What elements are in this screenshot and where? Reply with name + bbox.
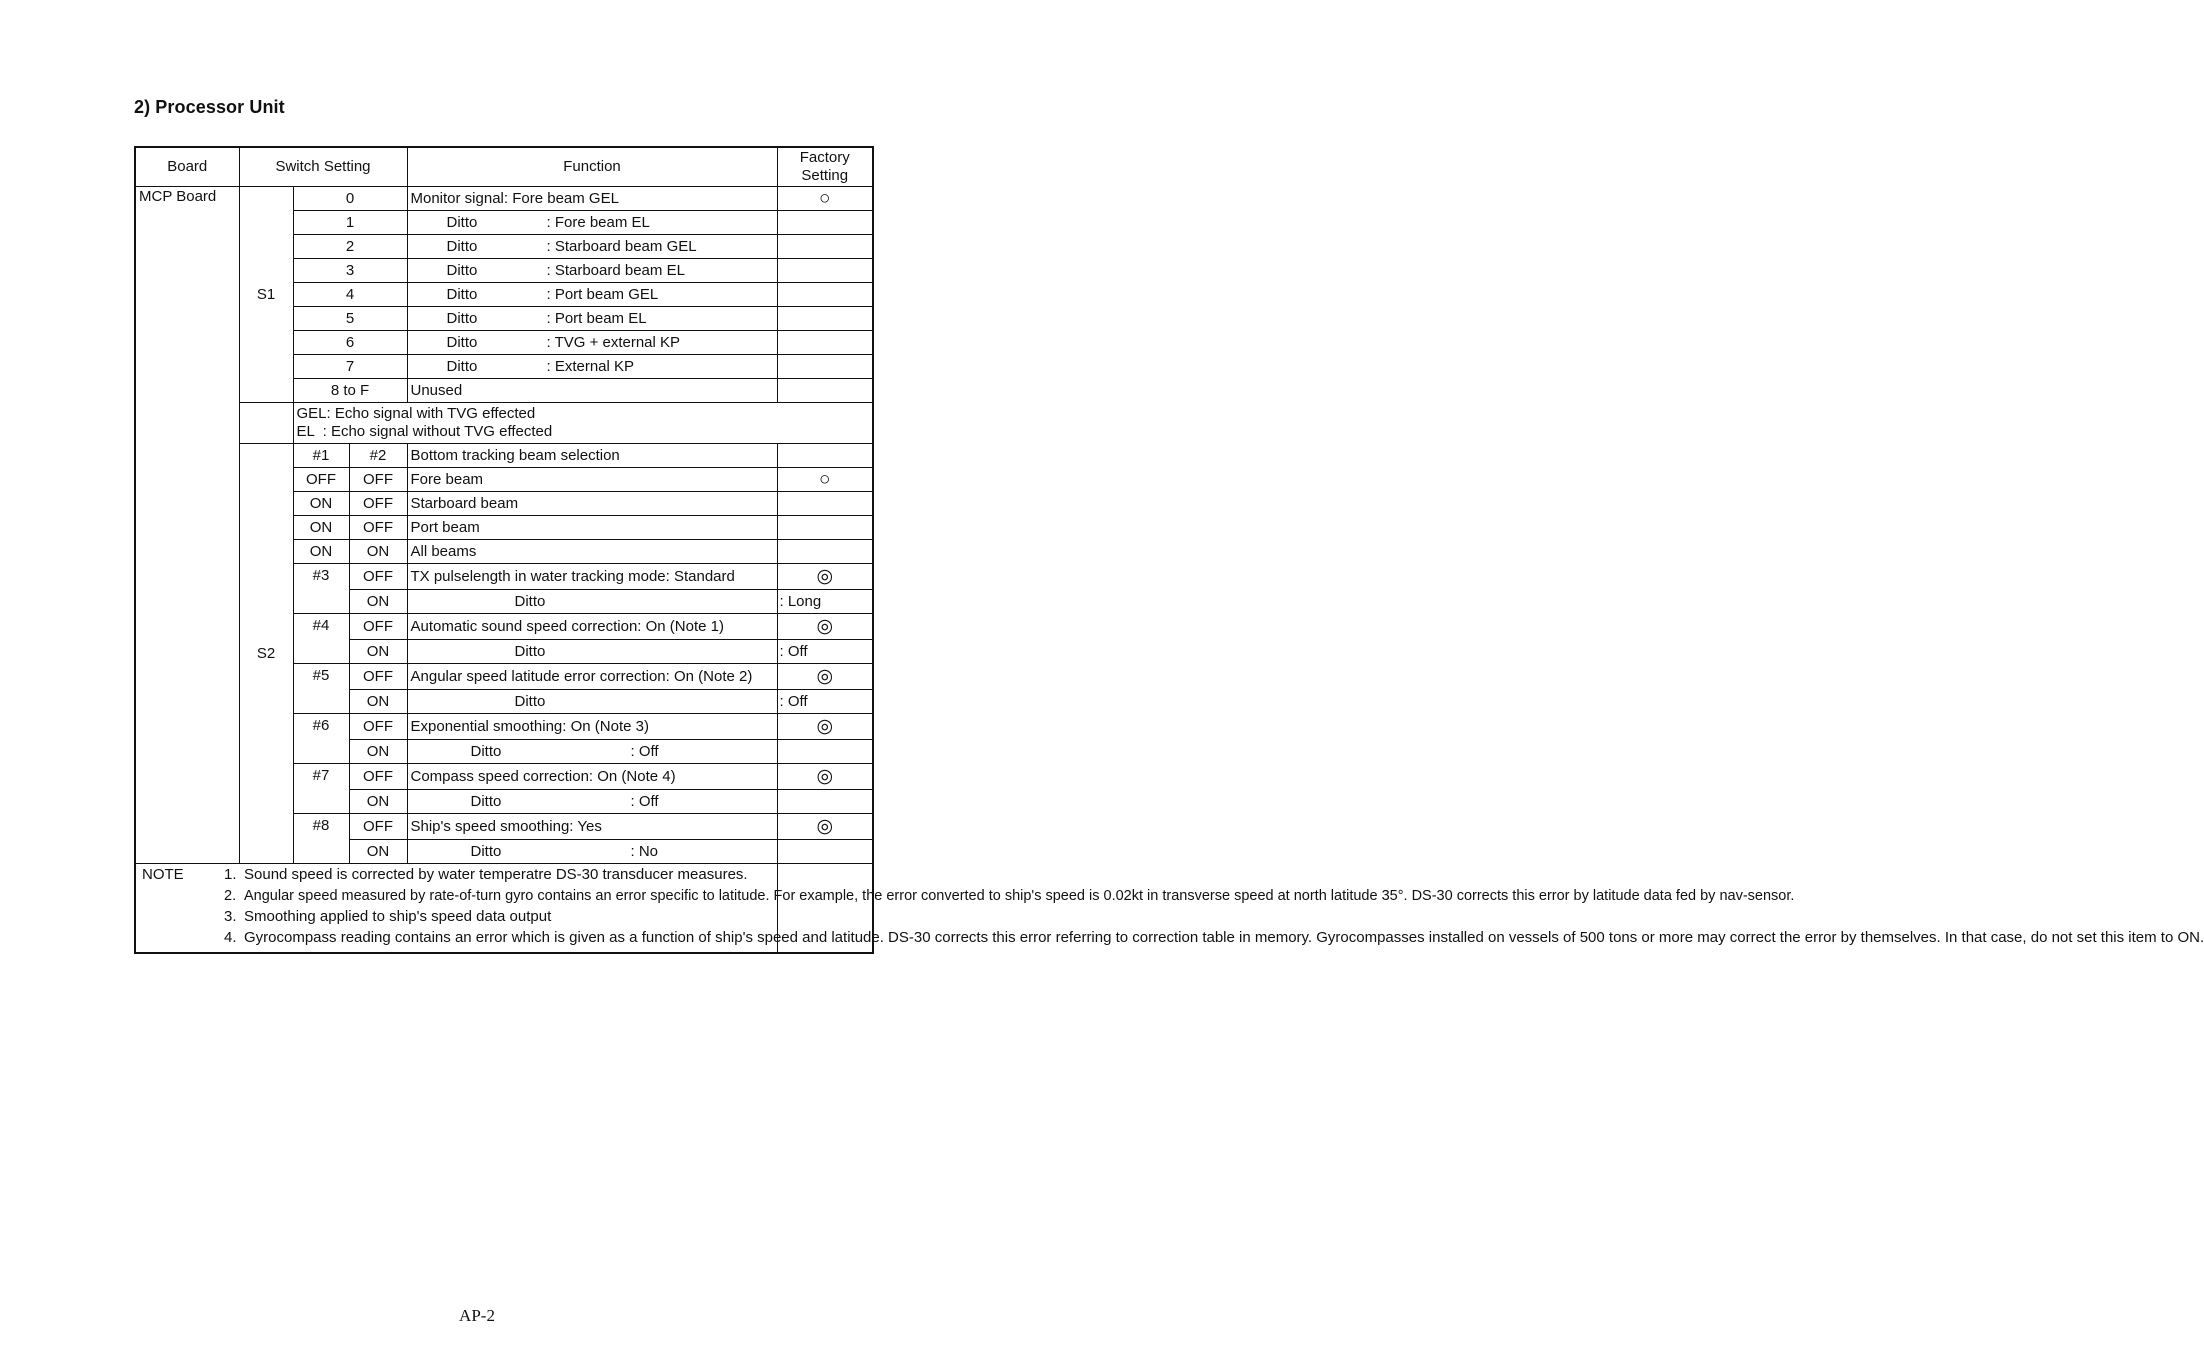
s1-function: Monitor signal: Fore beam GEL [407, 187, 777, 211]
ditto-label: Ditto [446, 357, 478, 375]
note-text: Smoothing applied to ship's speed data output [244, 908, 552, 925]
factory-setting-mark [777, 444, 873, 468]
factory-setting-mark [777, 840, 873, 864]
notes [135, 864, 2204, 954]
factory-setting-mark [777, 540, 873, 564]
ditto-label: Ditto [514, 592, 546, 610]
s2-switch-on: ON [349, 740, 407, 764]
s2-switch-off: OFF [349, 814, 407, 840]
function-text: : Starboard beam EL [546, 261, 685, 279]
s1-function [407, 235, 777, 259]
s1-setting: 5 [293, 307, 407, 331]
s2-switch-1-state: ON [293, 540, 349, 564]
s2-switch-on: ON [349, 590, 407, 614]
factory-setting-mark [777, 740, 873, 764]
factory-setting-mark [777, 492, 873, 516]
factory-setting-mark [777, 790, 873, 814]
factory-setting-mark [777, 235, 873, 259]
factory-setting-mark [777, 355, 873, 379]
function-text: : No [630, 842, 659, 860]
s2-function: Fore beam [407, 468, 777, 492]
legend-row [135, 403, 873, 444]
ditto-label: Ditto [446, 309, 478, 327]
function-text: : Off [630, 792, 659, 810]
s2-function: Exponential smoothing: On (Note 3) [407, 714, 777, 740]
factory-setting-mark: ◎ [777, 814, 873, 840]
s1-function [407, 259, 777, 283]
s2-switch-1: #1 [293, 444, 349, 468]
function-text: : Starboard beam GEL [546, 237, 697, 255]
s1-setting: 4 [293, 283, 407, 307]
header-factory-setting: Factory Setting [777, 147, 873, 187]
header-board: Board [135, 147, 239, 187]
legend-spacer [239, 403, 293, 444]
switch-setting-table [134, 146, 2204, 954]
function-text: : Long [779, 592, 822, 610]
s2-function-ditto [407, 590, 822, 614]
notes-list [136, 866, 2204, 952]
ditto-label: Ditto [470, 792, 502, 810]
s1-setting: 2 [293, 235, 407, 259]
ditto-label: Ditto [470, 742, 502, 760]
ditto-label: Ditto [514, 692, 546, 710]
factory-setting-mark: ◎ [777, 764, 873, 790]
s2-switch-2-state: OFF [349, 468, 407, 492]
s1-function [407, 307, 777, 331]
board-name: MCP Board [135, 187, 239, 864]
factory-setting-mark: ◎ [777, 564, 873, 590]
s2-switch-2-state: OFF [349, 516, 407, 540]
s2-switch-number: #8 [293, 814, 349, 864]
s2-switch-number: #5 [293, 664, 349, 714]
s2-function: Starboard beam [407, 492, 777, 516]
s1-function [407, 211, 777, 235]
ditto-label: Ditto [470, 842, 502, 860]
s2-function: TX pulselength in water tracking mode: Standard [407, 564, 777, 590]
s2-switch-on: ON [349, 790, 407, 814]
note-text: Sound speed is corrected by water temperatre DS-30 transducer measures. [244, 866, 748, 883]
switch-label-s2: S2 [239, 444, 293, 864]
function-text: : Off [630, 742, 659, 760]
s2-switch-number: #6 [293, 714, 349, 764]
s2-function-ditto [407, 640, 808, 664]
table-row [135, 444, 873, 468]
note-item [224, 929, 2204, 947]
ditto-label: Ditto [514, 642, 546, 660]
s2-switch-on: ON [349, 690, 407, 714]
s2-switch-2-state: ON [349, 540, 407, 564]
note-number: 1. [224, 866, 237, 883]
factory-setting-mark [777, 516, 873, 540]
s1-setting: 3 [293, 259, 407, 283]
s2-switch-2-state: OFF [349, 492, 407, 516]
s2-switch-1-state: ON [293, 516, 349, 540]
s2-function-ditto [407, 690, 808, 714]
s2-switch-on: ON [349, 640, 407, 664]
factory-setting-mark: ○ [777, 187, 873, 211]
note-text: Gyrocompass reading contains an error which is given as a function of ship's speed and latitude. DS-30 corrects this error referring to correction table in memory. Gyrocompasses installed on vessels of 500 tons or more may correct the error by themselves. In that case, do not set this item to ON. [244, 929, 2204, 946]
function-text: : Off [779, 692, 808, 710]
note-number: 4. [224, 929, 237, 946]
s1-setting: 7 [293, 355, 407, 379]
page-number: AP-2 [459, 1306, 495, 1325]
s2-function: Ship's speed smoothing: Yes [407, 814, 777, 840]
s2-function: Compass speed correction: On (Note 4) [407, 764, 777, 790]
factory-setting-mark [777, 283, 873, 307]
ditto-label: Ditto [446, 237, 478, 255]
function-text: : Port beam EL [546, 309, 647, 327]
factory-setting-mark: ◎ [777, 714, 873, 740]
s2-switch-number: #4 [293, 614, 349, 664]
s2-function: All beams [407, 540, 777, 564]
s1-setting: 8 to F [293, 379, 407, 403]
note-heading: NOTE [142, 866, 184, 883]
s2-switch-number: #3 [293, 564, 349, 614]
s2-switch-off: OFF [349, 564, 407, 590]
s2-function-ditto [407, 840, 777, 864]
function-text: : Port beam GEL [546, 285, 659, 303]
s1-setting: 0 [293, 187, 407, 211]
s1-function [407, 355, 777, 379]
note-number: 2. [224, 888, 237, 904]
s2-function-ditto [407, 740, 777, 764]
ditto-label: Ditto [446, 285, 478, 303]
s2-switch-on: ON [349, 840, 407, 864]
note-item [224, 866, 773, 884]
s2-switch-2: #2 [349, 444, 407, 468]
factory-setting-mark: ◎ [777, 664, 873, 690]
factory-setting-mark: ◎ [777, 614, 873, 640]
header-function: Function [407, 147, 777, 187]
switch-label-s1: S1 [239, 187, 293, 403]
s2-switch-off: OFF [349, 714, 407, 740]
factory-setting-mark: ○ [777, 468, 873, 492]
ditto-label: Ditto [446, 333, 478, 351]
factory-setting-mark [777, 211, 873, 235]
note-item [224, 908, 773, 926]
s1-function [407, 283, 777, 307]
function-text: : Off [779, 642, 808, 660]
header-switch-setting: Switch Setting [239, 147, 407, 187]
note-number: 3. [224, 908, 237, 925]
s2-function: Angular speed latitude error correction: On (Note 2) [407, 664, 777, 690]
function-text: : TVG + external KP [546, 333, 681, 351]
factory-setting-mark [777, 379, 873, 403]
ditto-label: Ditto [446, 261, 478, 279]
factory-setting-mark [777, 259, 873, 283]
s1-setting: 1 [293, 211, 407, 235]
table-header-row [135, 147, 873, 187]
s2-switch-off: OFF [349, 614, 407, 640]
s2-switch-off: OFF [349, 764, 407, 790]
s2-switch-number: #7 [293, 764, 349, 814]
table-row [135, 187, 873, 211]
s2-switch-off: OFF [349, 664, 407, 690]
s1-setting: 6 [293, 331, 407, 355]
function-text: : External KP [546, 357, 635, 375]
factory-setting-mark [777, 307, 873, 331]
signal-legend [293, 403, 873, 444]
function-text: : Fore beam EL [546, 213, 650, 231]
section-title: 2) Processor Unit [134, 97, 285, 117]
legend-line: GEL: Echo signal with TVG effected [296, 405, 536, 422]
note-row [135, 864, 873, 954]
s2-function: Port beam [407, 516, 777, 540]
s1-function: Unused [407, 379, 777, 403]
s2-switch-1-state: ON [293, 492, 349, 516]
legend-line: EL : Echo signal without TVG effected [296, 423, 553, 440]
note-text: Angular speed measured by rate-of-turn gyro contains an error specific to latitude. For example, the error converted to ship's speed is 0.02kt in transverse speed at north latitude 35°. DS-30 corrects this error by latitude data fed by nav-sensor. [244, 888, 1795, 904]
s2-function: Automatic sound speed correction: On (Note 1) [407, 614, 777, 640]
s2-function-ditto [407, 790, 777, 814]
s2-function: Bottom tracking beam selection [407, 444, 777, 468]
factory-setting-mark [777, 331, 873, 355]
s2-switch-1-state: OFF [293, 468, 349, 492]
ditto-label: Ditto [446, 213, 478, 231]
note-item [224, 887, 1795, 905]
s1-function [407, 331, 777, 355]
